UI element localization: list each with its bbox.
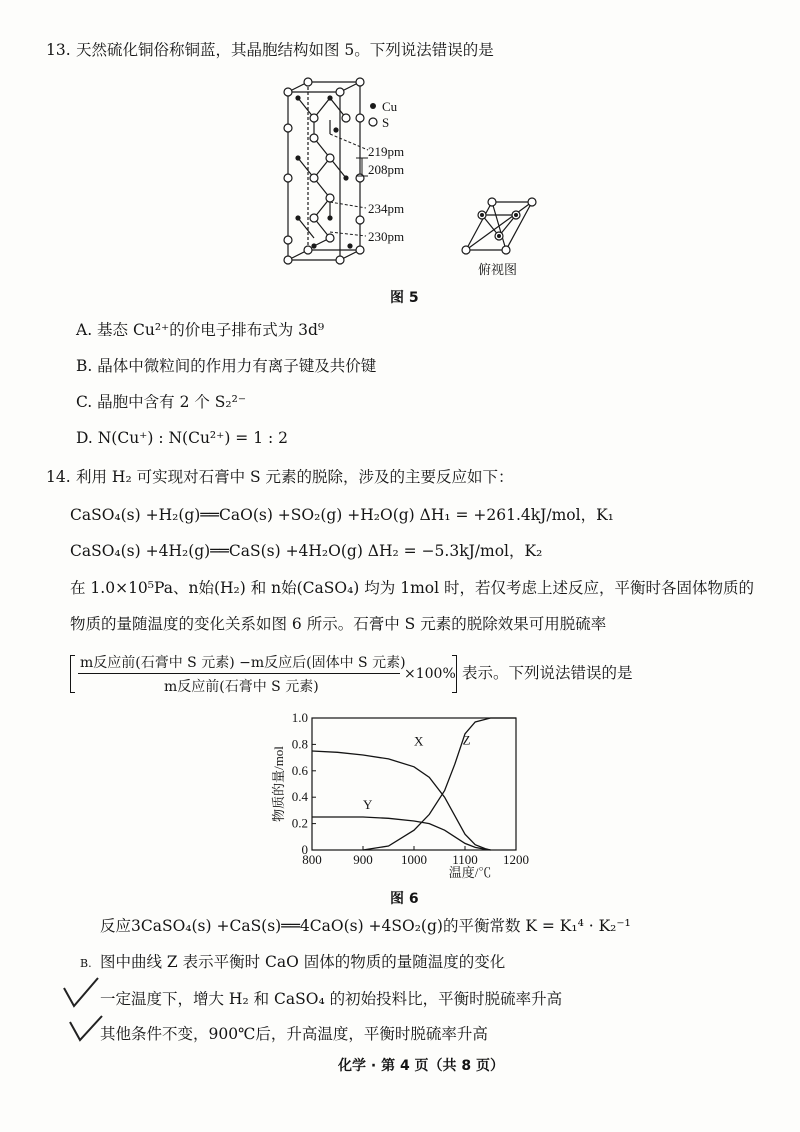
x-axis-label: 温度/℃: [448, 865, 492, 880]
y-axis-label: 物质的量/mol: [271, 746, 286, 822]
q13-stem: 天然硫化铜俗称铜蓝，其晶胞结构如图 5。下列说法错误的是: [76, 41, 494, 59]
q14-reaction-1: CaSO₄(s) +H₂(g)══CaO(s) +SO₂(g) +H₂O(g) ΔH₁ = +261.4kJ/mol，K₁: [70, 506, 614, 524]
crystal-structure-figure: [270, 70, 570, 280]
page-footer: 化学 · 第 4 页（共 8 页）: [338, 1058, 505, 1074]
handwritten-check-marks: [60, 976, 110, 1046]
q14-reaction-2: CaSO₄(s) +4H₂(g)══CaS(s) +4H₂O(g) ΔH₂ = −5.3kJ/mol，K₂: [70, 542, 543, 560]
q13-number: 13.: [46, 41, 71, 59]
formula-right-bracket: [452, 655, 457, 693]
y-tick-label: 0.8: [291, 736, 308, 752]
formula-times: ×100%: [404, 666, 456, 682]
legend-cu: Cu: [382, 99, 398, 114]
q14-option-d: 其他条件不变，900℃后，升高温度，平衡时脱硫率升高: [100, 1025, 488, 1043]
y-tick-label: 1.0: [291, 710, 308, 725]
q13-option-c: C. 晶胞中含有 2 个 S₂²⁻: [76, 393, 247, 411]
formula-tail: 表示。下列说法错误的是: [462, 664, 633, 682]
figure-6-caption: 图 6: [390, 891, 419, 907]
fraction-bar: [78, 673, 400, 674]
q14-option-a: 反应3CaSO₄(s) +CaS(s)══4CaO(s) +4SO₂(g)的平衡常数 K = K₁⁴ · K₂⁻¹: [100, 917, 631, 935]
q14-condition-line-1: 在 1.0×10⁵Pa、n始(H₂) 和 n始(CaSO₄) 均为 1mol 时，若仅考虑上述反应，平衡时各固体物质的: [70, 579, 754, 597]
formula-left-bracket: [70, 655, 75, 693]
y-tick-label: 0: [301, 842, 308, 857]
q13-option-b: B. 晶体中微粒间的作用力有离子键及共价键: [76, 357, 377, 375]
series-y-label: Y: [363, 797, 373, 813]
q14-option-c: 一定温度下，增大 H₂ 和 CaSO₄ 的初始投料比，平衡时脱硫率升高: [100, 990, 563, 1008]
top-view-label: 俯视图: [478, 262, 518, 277]
x-tick-label: 1000: [401, 852, 427, 867]
q14-condition-line-2: 物质的量随温度的变化关系如图 6 所示。石膏中 S 元素的脱除效果可用脱硫率: [70, 615, 607, 633]
formula-denominator: m反应前(石膏中 S 元素): [164, 679, 319, 695]
q14-option-b: 图中曲线 Z 表示平衡时 CaO 固体的物质的量随温度的变化: [100, 953, 506, 971]
distance-234: 234pm: [368, 201, 405, 216]
legend-s: S: [382, 115, 390, 130]
q14-option-b-letter: B.: [80, 957, 92, 970]
x-tick-label: 1100: [452, 852, 478, 867]
figure-5-caption: 图 5: [390, 290, 419, 306]
series-z-label: Z: [462, 732, 471, 748]
q14-number: 14.: [46, 468, 71, 486]
q13-option-d: D. N(Cu⁺) : N(Cu²⁺) = 1 : 2: [76, 429, 289, 447]
x-tick-label: 1200: [503, 852, 529, 867]
series-x-line: [312, 751, 491, 850]
distance-230: 230pm: [368, 229, 405, 244]
formula-numerator: m反应前(石膏中 S 元素) −m反应后(固体中 S 元素): [80, 655, 406, 671]
series-x-label: X: [414, 733, 424, 749]
y-tick-label: 0.2: [291, 815, 308, 831]
series-z-line: [363, 718, 516, 850]
series-y-line: [312, 817, 491, 850]
q14-stem: 利用 H₂ 可实现对石膏中 S 元素的脱除，涉及的主要反应如下：: [76, 468, 514, 486]
distance-219: 219pm: [368, 144, 405, 159]
x-tick-label: 800: [302, 852, 322, 867]
y-tick-label: 0.6: [291, 762, 308, 778]
x-tick-label: 900: [353, 852, 373, 867]
distance-208: 208pm: [368, 162, 405, 177]
q13-option-a: A. 基态 Cu²⁺的价电子排布式为 3d⁹: [76, 321, 325, 339]
y-tick-label: 0.4: [291, 789, 308, 805]
figure-6-chart: [270, 708, 530, 880]
